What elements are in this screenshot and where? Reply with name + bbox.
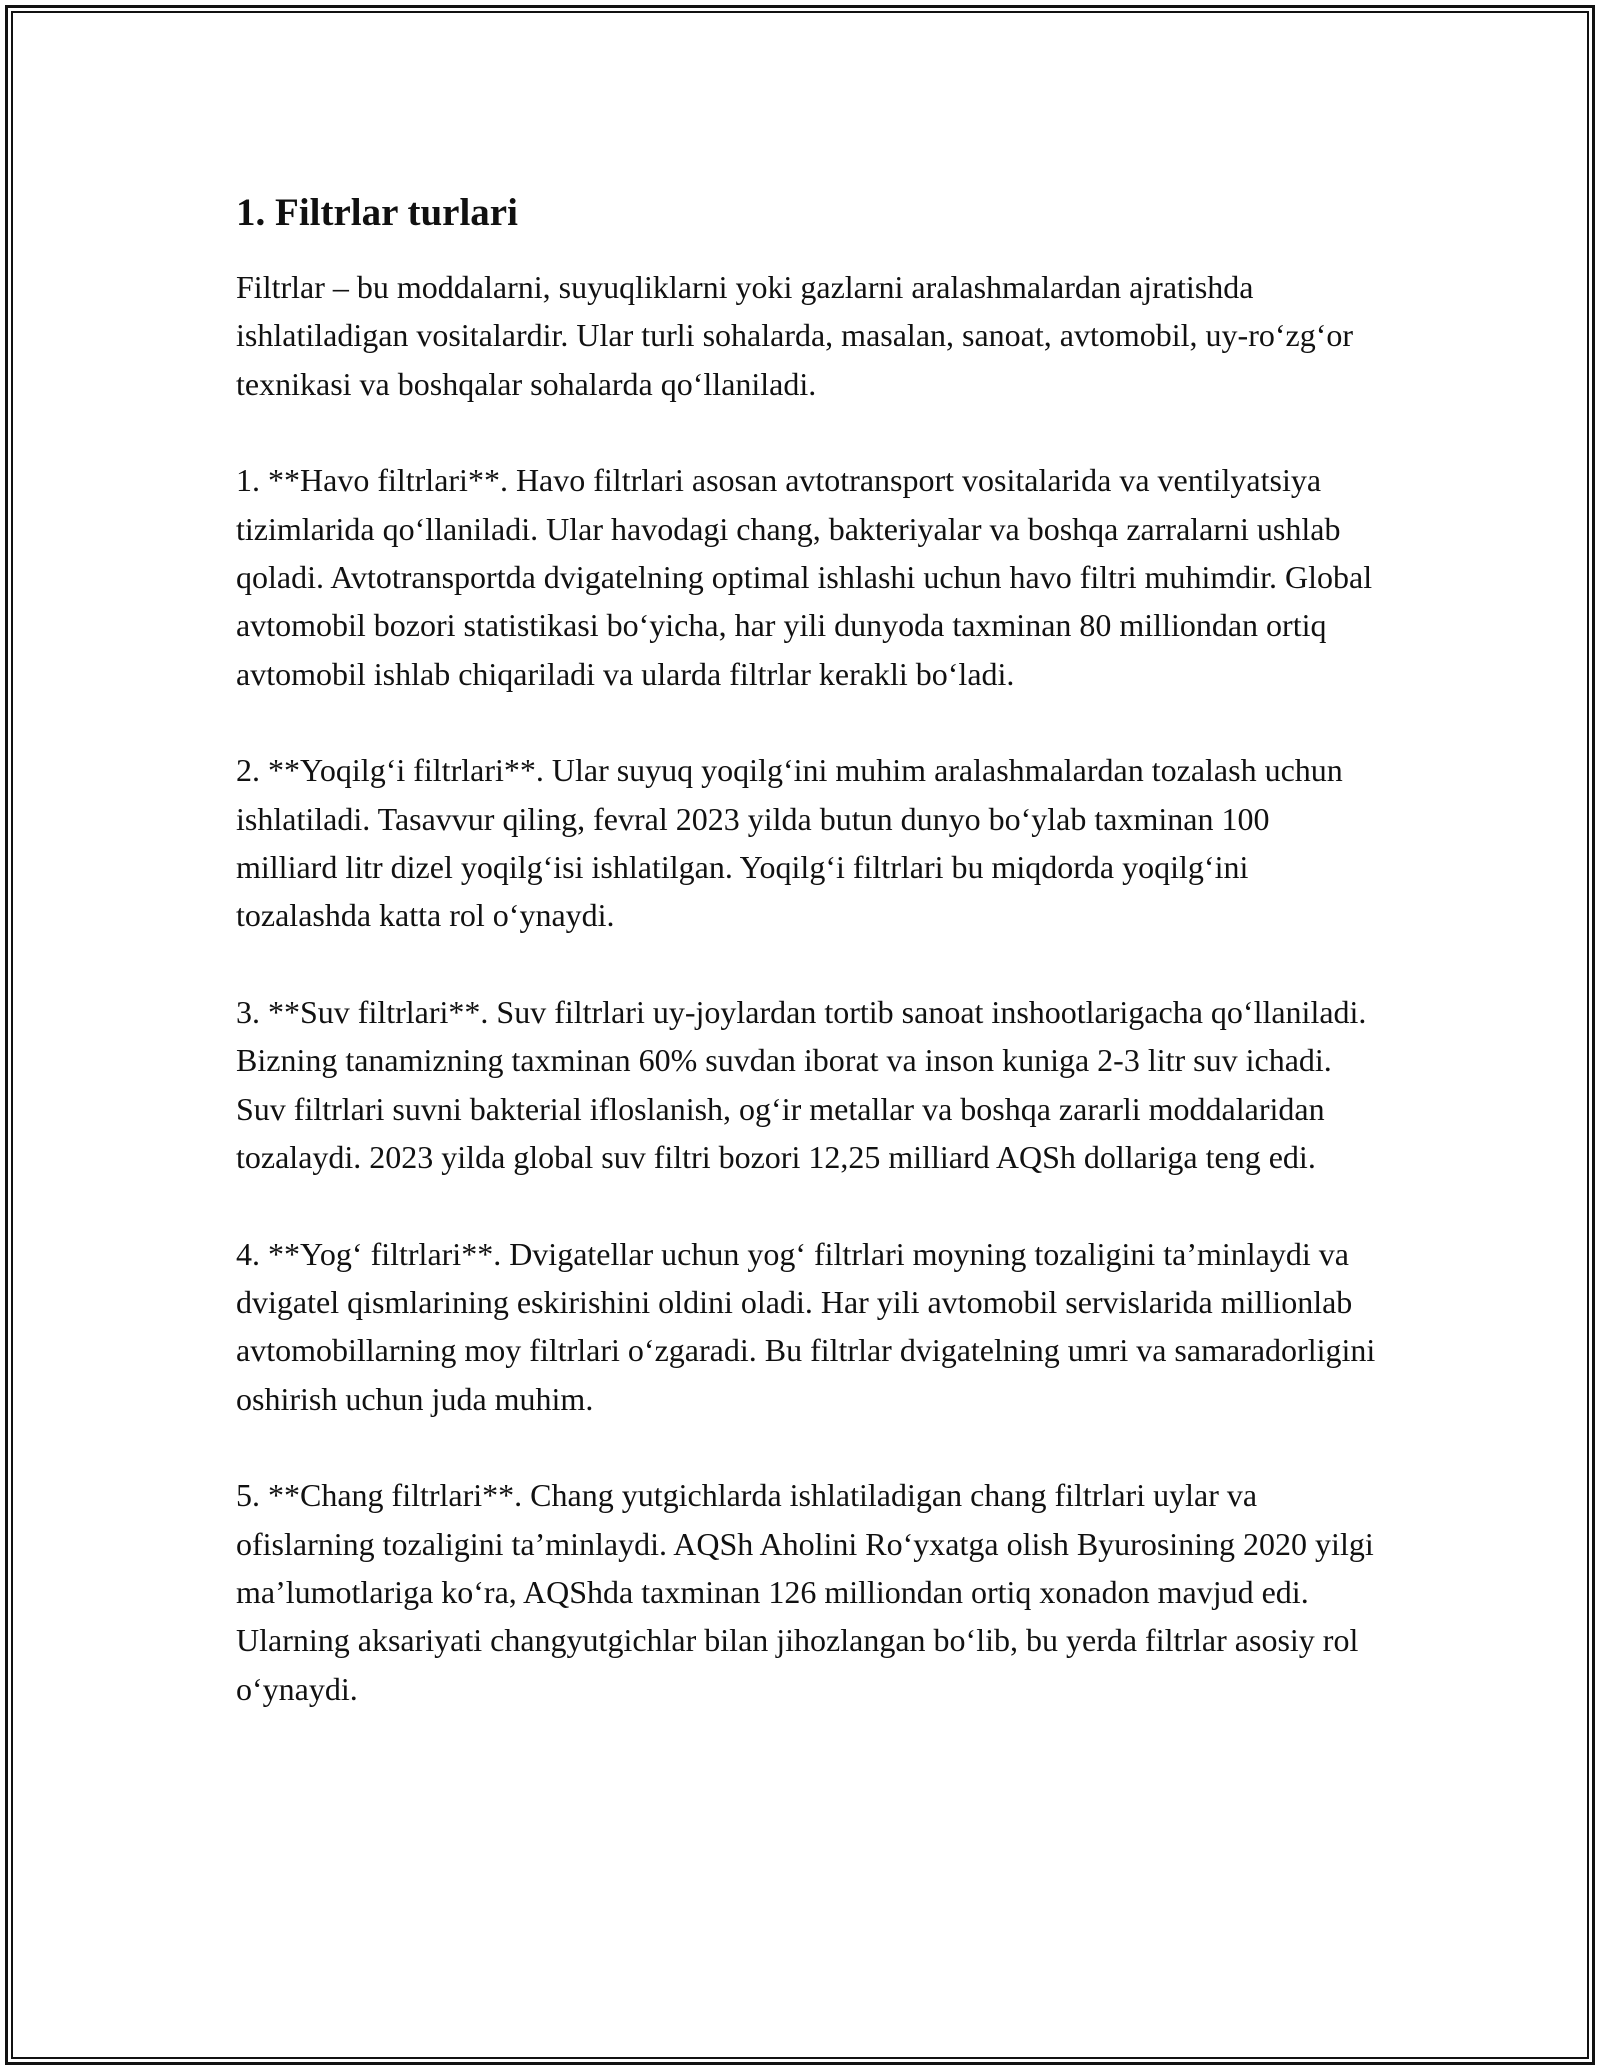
- oil-filters-paragraph: 4. **Yog‘ filtrlari**. Dvigatellar uchun yog‘ filtrlari moyning tozaligini ta’minlaydi va dvigatel qismlarining eskirishini oldini oladi. Har yili avtomobil servislarida millionlab avtomobillarning moy filtrlari o‘zgaradi. Bu filtrlar dvigatelning umri va samaradorligini oshirish uchun juda muhim.: [236, 1235, 1376, 1417]
- section-heading: 1. Filtrlar turlari: [236, 191, 518, 234]
- air-filters-paragraph: 1. **Havo filtrlari**. Havo filtrlari asosan avtotransport vositalarida va ventilyatsiya tizimlarida qo‘llaniladi. Ular havodagi chang, bakteriyalar va boshqa zarralarni ushlab qoladi. Avtotransportda dvigatelning optimal ishlashi uchun havo filtri muhimdir. Global avtomobil bozori statistikasi bo‘yicha, har yili dunyoda taxminan 80 milliondan ortiq avtomobil ishlab chiqariladi va ularda filtrlar kerakli bo‘ladi.: [236, 462, 1373, 692]
- intro-paragraph: Filtrlar – bu moddalarni, suyuqliklarni yoki gazlarni aralashmalardan ajratishda ishlatiladigan vositalardir. Ular turli sohalarda, masalan, sanoat, avtomobil, uy-ro‘zg‘or texnikasi va boshqalar sohalarda qo‘llaniladi.: [236, 269, 1354, 402]
- water-filters-paragraph: 3. **Suv filtrlari**. Suv filtrlari uy-joylardan tortib sanoat inshootlarigacha qo‘llaniladi. Bizning tanamizning taxminan 60% suvdan iborat va inson kuniga 2-3 litr suv ichadi. Suv filtrlari suvni bakterial ifloslanish, og‘ir metallar va boshqa zararli moddalaridan tozalaydi. 2023 yilda global suv filtri bozori 12,25 milliard AQSh dollariga teng edi.: [236, 993, 1367, 1176]
- fuel-filters-paragraph: 2. **Yoqilg‘i filtrlari**. Ular suyuq yoqilg‘ini muhim aralashmalardan tozalash uchun ishlatiladi. Tasavvur qiling, fevral 2023 yilda butun dunyo bo‘ylab taxminan 100 milliard litr dizel yoqilg‘isi ishlatilgan. Yoqilg‘i filtrlari bu miqdorda yoqilg‘ini tozalashda katta rol o‘ynaydi.: [236, 752, 1343, 934]
- document-body: [236, 185, 1376, 1761]
- dust-filters-paragraph: 5. **Chang filtrlari**. Chang yutgichlarda ishlatiladigan chang filtrlari uylar va ofislarning tozaligini ta’minlaydi. AQSh Aholini Ro‘yxatga olish Byurosining 2020 yilgi ma’lumotlariga ko‘ra, AQShda taxminan 126 milliondan ortiq xonadon mavjud edi. Ularning aksariyati changyutgichlar bilan jihozlangan bo‘lib, bu yerda filtrlar asosiy rol o‘ynaydi.: [236, 1477, 1374, 1707]
